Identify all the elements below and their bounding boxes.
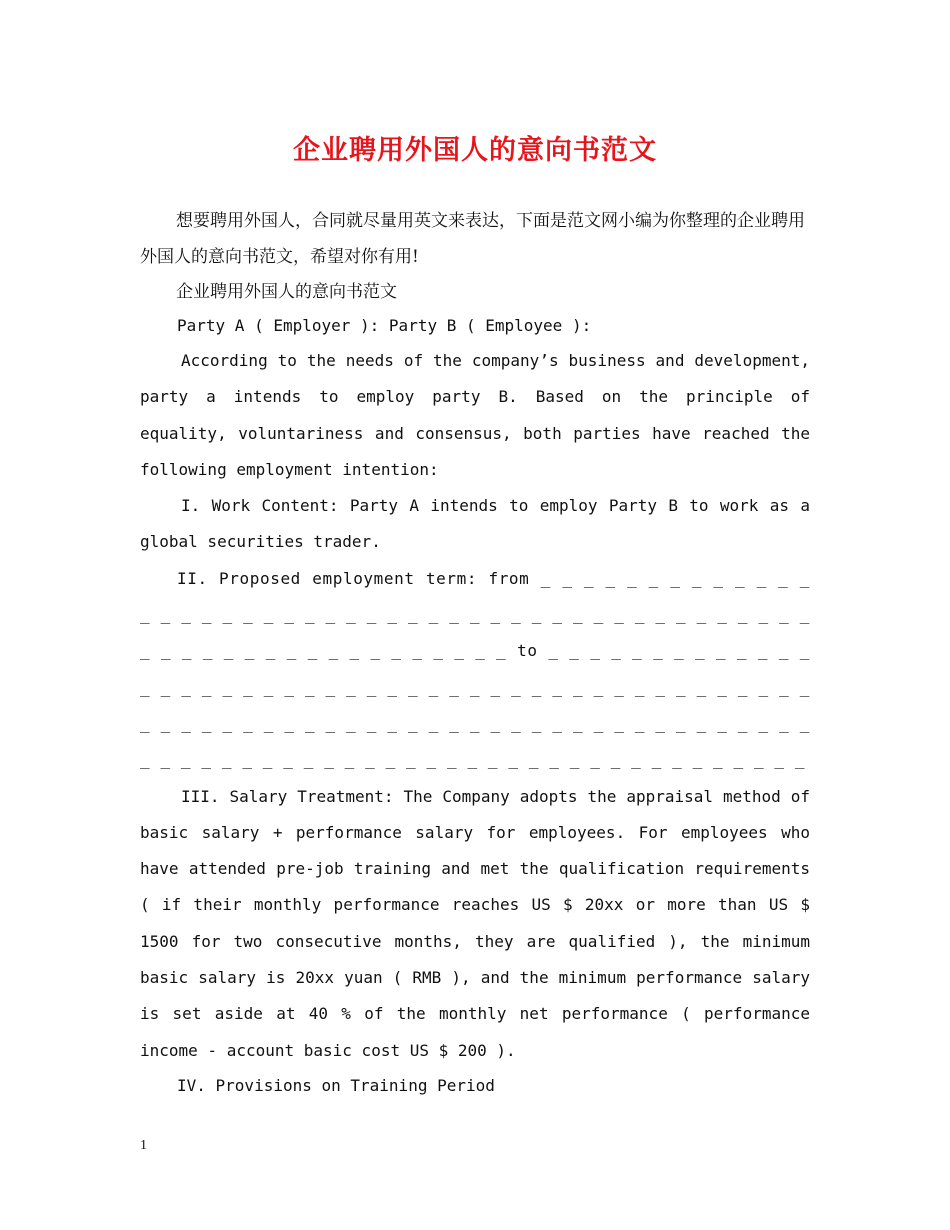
- term-end-blank: _ _ _ _ _ _ _ _ _ _ _ _ _ _ _ _ _ _ _ _ _ _ _ _ _ _ _ _ _ _ _ _ _ _ _ _ _ _ _ _ _ _ _ _ _ _ _ _ _ _ _ _ _ _ _ _ _ _ _ _ _ _ _ _ _ _ _ _ _ _ _ _ _ _ _ _ _ _ _ _ _ _ _ _ _ _ _ _ _ _ _ _ _ _ _ _ _ _ _ _ _ _ _ _ _ _ _ _ _ _ _ _: [140, 641, 811, 770]
- document-body: [140, 203, 810, 1103]
- intro-paragraph: 想要聘用外国人，合同就尽量用英文来表达，下面是范文网小编为你整理的企业聘用外国人的意向书范文，希望对你有用!: [140, 211, 805, 267]
- page-number: 1: [140, 1138, 147, 1153]
- term-to-label: to: [517, 641, 538, 661]
- parties-line: Party A ( Employer ): Party B ( Employee ):: [177, 316, 592, 335]
- section-4-training-period: IV. Provisions on Training Period: [177, 1075, 495, 1095]
- subtitle-paragraph: 企业聘用外国人的意向书范文: [176, 282, 397, 302]
- section-1-work-content: I. Work Content: Party A intends to employ Party B to work as a global securities trader.: [140, 496, 810, 552]
- document-title: 企业聘用外国人的意向书范文: [293, 135, 657, 166]
- term-start-blank: _ _ _ _ _ _ _ _ _ _ _ _ _ _ _ _ _ _ _ _ _ _ _ _ _ _ _ _ _ _ _ _ _ _ _ _ _ _ _ _ _ _ _ _ _ _ _ _ _ _ _ _ _ _ _ _ _ _ _ _ _ _ _ _: [140, 568, 810, 661]
- section-2-employment-term: [140, 561, 810, 779]
- section-3-salary-treatment: III. Salary Treatment: The Company adopts the appraisal method of basic salary + performance salary for employees. For employees who have attended pre-job training and met the qualification requirements ( if their monthly performance reaches US $ 20xx or more than US $ 1500 for two consecutive months, they are qualified ), the minimum basic salary is 20xx yuan ( RMB ), and the minimum performance salary is set aside at 40 % of the monthly net performance ( performance income - account basic cost US $ 200 ).: [140, 786, 810, 1060]
- intention-paragraph: According to the needs of the company’s business and development, party a intends to employ party B. Based on the principle of equality, voluntariness and consensus, both parties have reached the following employment intention:: [140, 351, 810, 479]
- section-2-prefix: II. Proposed employment term: from: [177, 568, 530, 588]
